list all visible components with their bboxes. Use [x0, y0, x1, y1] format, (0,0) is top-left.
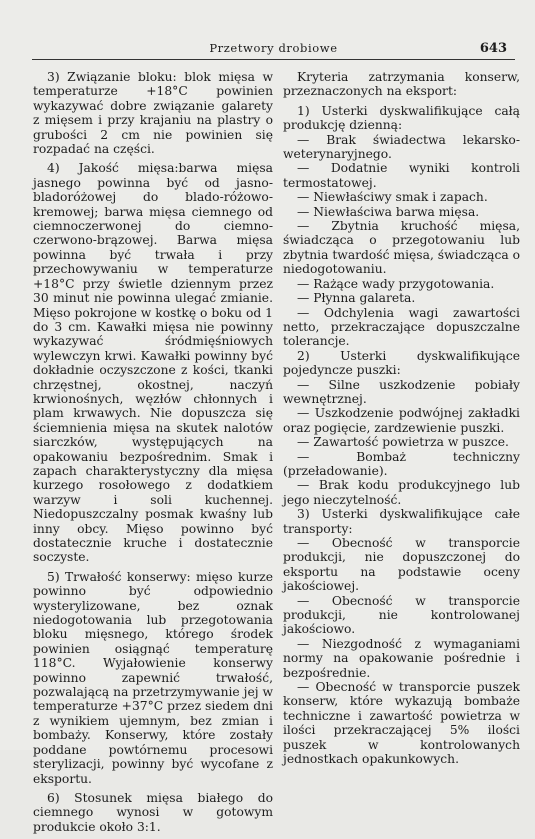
- list-item: — Niewłaściwy smak i zapach.: [297, 190, 488, 205]
- paragraph-meat-quality: 4) Jakość mięsa:barwa mięsa jasnego powinna być od jasno-bladoróżowej do blado-różowo-kremowej; barwa mięsa ciemnego od ciemnoczerwonej do ciemno-czerwono-brązowej. Barwa mięsa powinna być trwała i przy przechowywaniu w temperaturze +18°C przy świetle dziennym przez 30 minut nie powinna ulegać zmianie. Mięso pokrojone w kostkę o boku od 1 do 3 cm. Kawałki mięsa nie powinny wykazywać śródmięśniowych wylewczyn krwi. Kawałki powinny być dokładnie oczyszczone z kości, tkanki chrzęstnej, okostnej, naczyń krwionośnych, węzłów chłonnych i plam krwawych. Nie dopuszcza się ściemnienia mięsa na skutek nalotów siarczków, występujących na opakowaniu bezpośrednim. Smak i zapach charakterystyczny dla mięsa kurzego rosołowego z dodatkiem warzyw i soli kuchennej. Niedopuszczalny posmak kwaśny lub inny obcy. Mięso powinno być dostatecznie kruche i dostatecznie soczyste.: [33, 161, 273, 565]
- list-item: — Obecność w transporcie produkcji, nie kontrolowanej jakościowo.: [283, 593, 520, 637]
- page-header: [32, 38, 515, 58]
- paragraph-durability: 5) Trwałość konserwy: mięso kurze powinno być odpowiednio wysterylizowane, bez oznak niedogotowania lub przegotowania bloku mięsnego, którego środek powinien osiągnąć temperaturę 118°C. Wyjałowienie konserwy powinno zapewnić trwałość, pozwalającą na przetrzymywanie jej w temperaturze +37°C przez siedem dni z wynikiem ujemnym, bez zmian i bombaży. Konserwy, które zostały poddane powtórnemu procesowi sterylizacji, powinny być wycofane z eksportu.: [33, 569, 273, 786]
- group3-heading: 3) Usterki dyskwalifikujące całe transporty:: [283, 507, 520, 536]
- list-item: — Zbytnia kruchość mięsa, świadcząca o przegotowaniu lub zbytnia twardość mięsa, świadcząca o niedogotowaniu.: [283, 219, 520, 277]
- list-item: — Brak kodu produkcyjnego lub jego nieczytelność.: [283, 478, 520, 507]
- right-column: [283, 70, 520, 767]
- paragraph-meat-ratio: 6) Stosunek mięsa białego do ciemnego wynosi w gotowym produkcie około 3:1.: [33, 790, 273, 834]
- list-item: — Silne uszkodzenie pobiały wewnętrznej.: [283, 377, 520, 406]
- list-item: — Bombaż techniczny (przeładowanie).: [283, 449, 520, 478]
- list-item: — Uszkodzenie podwójnej zakładki oraz pogięcie, zardzewienie puszki.: [283, 406, 520, 435]
- list-item: — Obecność w transporcie puszek konserw, które wykazują bombaże techniczne i zawartość powietrza w ilości przekraczającej 5% ilości puszek w kontrolowanych jednostkach opakunkowych.: [283, 680, 520, 767]
- list-item: — Płynna galareta.: [297, 291, 416, 306]
- list-item: — Niezgodność z wymaganiami normy na opakowanie pośrednie i bezpośrednie.: [283, 636, 520, 680]
- list-item: — Dodatnie wyniki kontroli termostatowej.: [283, 161, 520, 190]
- list-item: — Zawartość powietrza w puszce.: [297, 435, 509, 450]
- page-number: 643: [479, 41, 507, 56]
- running-title: Przetwory drobiowe: [209, 41, 338, 55]
- group2-heading: 2) Usterki dyskwalifikujące pojedyncze puszki:: [283, 348, 520, 378]
- group1-heading: 1) Usterki dyskwalifikujące całą produkcję dzienną:: [283, 103, 520, 133]
- header-rule: [32, 59, 515, 60]
- criteria-intro: Kryteria zatrzymania konserw, przeznaczonych na eksport:: [283, 70, 520, 99]
- list-item: — Brak świadectwa lekarsko-weterynaryjnego.: [283, 132, 520, 162]
- list-item: — Niewłaściwa barwa mięsa.: [297, 204, 480, 219]
- list-item: — Rażące wady przygotowania.: [297, 276, 495, 291]
- list-item: — Odchylenia wagi zawartości netto, przekraczające dopuszczalne tolerancje.: [283, 305, 520, 349]
- list-item: — Obecność w transporcie produkcji, nie dopuszczonej do eksportu na podstawie oceny jakościowej.: [283, 536, 520, 594]
- left-column: [33, 70, 273, 839]
- paragraph-binding: 3) Związanie bloku: blok mięsa w temperaturze +18°C powinien wykazywać dobre związanie galarety z mięsem i przy krajaniu na plastry o grubości 2 cm nie powinien się rozpadać na części.: [33, 70, 273, 157]
